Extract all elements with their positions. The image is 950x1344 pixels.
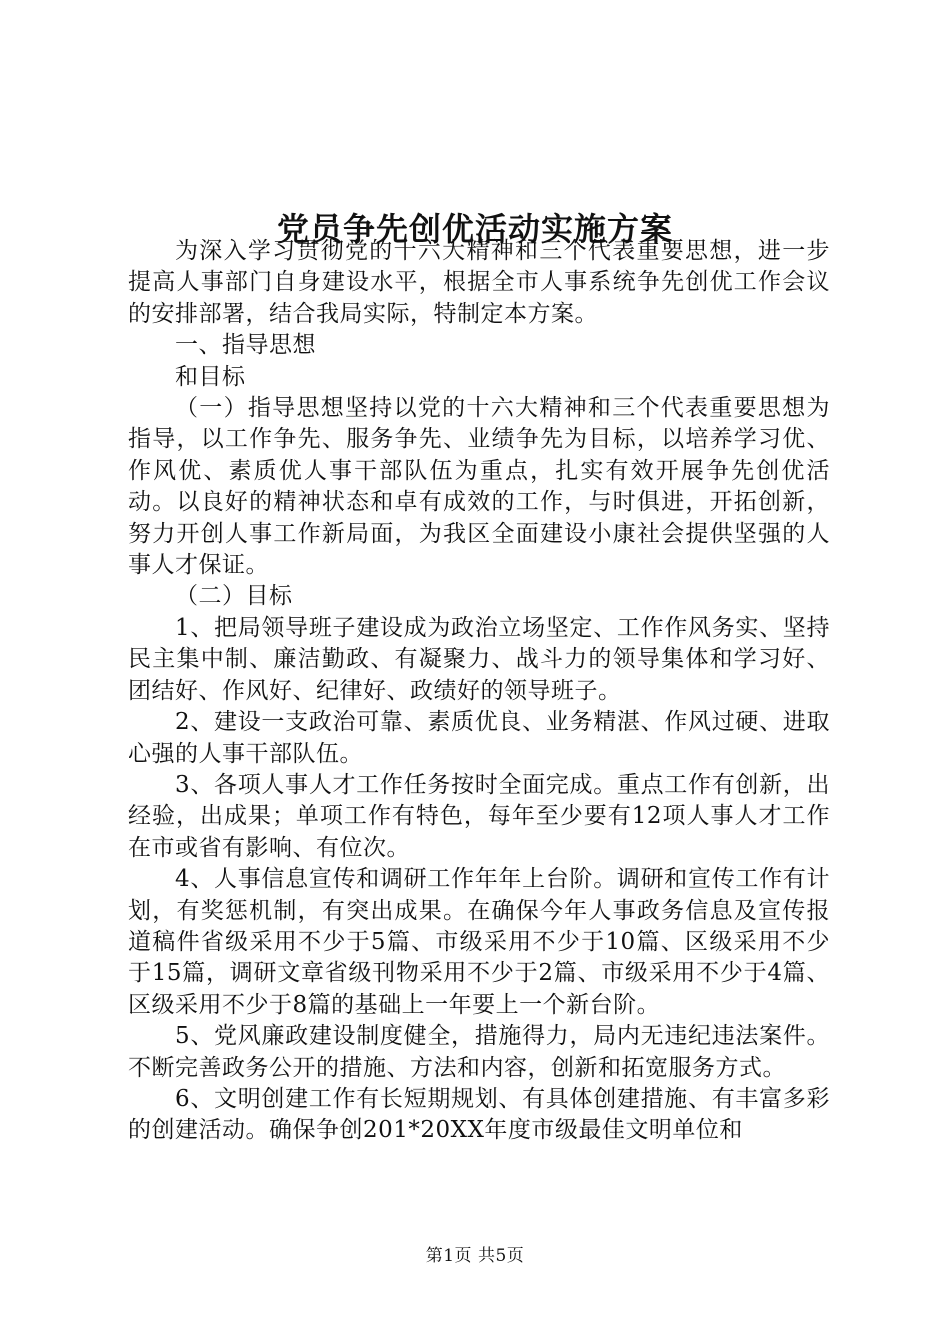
goal-item-1: 1、把局领导班子建设成为政治立场坚定、工作作风务实、坚持民主集中制、廉洁勤政、有凝聚力、战斗力的领导集体和学习好、团结好、作风好、纪律好、政绩好的领导班子。	[128, 614, 830, 704]
subsection-guiding-thought: （一）指导思想坚持以党的十六大精神和三个代表重要思想为指导，以工作争先、服务争先、业绩争先为目标，以培养学习优、作风优、素质优人事干部队伍为重点，扎实有效开展争先创优活动。以良好的精神状态和卓有成效的工作，与时俱进，开拓创新，努力开创人事工作新局面，为我区全面建设小康社会提供坚强的人事人才保证。	[128, 395, 830, 579]
intro-paragraph: 为深入学习贯彻党的十六大精神和三个代表重要思想，进一步提高人事部门自身建设水平，根据全市人事系统争先创优工作会议的安排部署，结合我局实际，特制定本方案。	[128, 238, 830, 327]
subsection-goals-heading: （二）目标	[175, 583, 293, 610]
section-heading-goals: 和目标	[175, 363, 246, 390]
document-body	[128, 236, 830, 1147]
section-heading-guiding-thought: 一、指导思想	[175, 332, 316, 359]
goal-item-2: 2、建设一支政治可靠、素质优良、业务精湛、作风过硬、进取心强的人事干部队伍。	[128, 709, 830, 767]
goal-item-5: 5、党风廉政建设制度健全，措施得力，局内无违纪违法案件。不断完善政务公开的措施、方法和内容，创新和拓宽服务方式。	[128, 1023, 830, 1081]
document-title: 党员争先创优活动实施方案	[276, 210, 673, 249]
goal-item-3: 3、各项人事人才工作任务按时全面完成。重点工作有创新，出经验，出成果；单项工作有特色，每年至少要有12项人事人才工作在市或省有影响、有位次。	[128, 771, 830, 861]
goal-item-4: 4、人事信息宣传和调研工作年年上台阶。调研和宣传工作有计划，有奖惩机制，有突出成果。在确保今年人事政务信息及宣传报道稿件省级采用不少于5篇、市级采用不少于10篇、区级采用不少于15篇，调研文章省级刊物采用不少于2篇、市级采用不少于4篇、区级采用不少于8篇的基础上一年要上一个新台阶。	[128, 866, 830, 1018]
page-footer: 第1页 共5页	[425, 1246, 525, 1266]
goal-item-6: 6、文明创建工作有长短期规划、有具体创建措施、有丰富多彩的创建活动。确保争创201*20XX年度市级最佳文明单位和	[128, 1085, 830, 1144]
